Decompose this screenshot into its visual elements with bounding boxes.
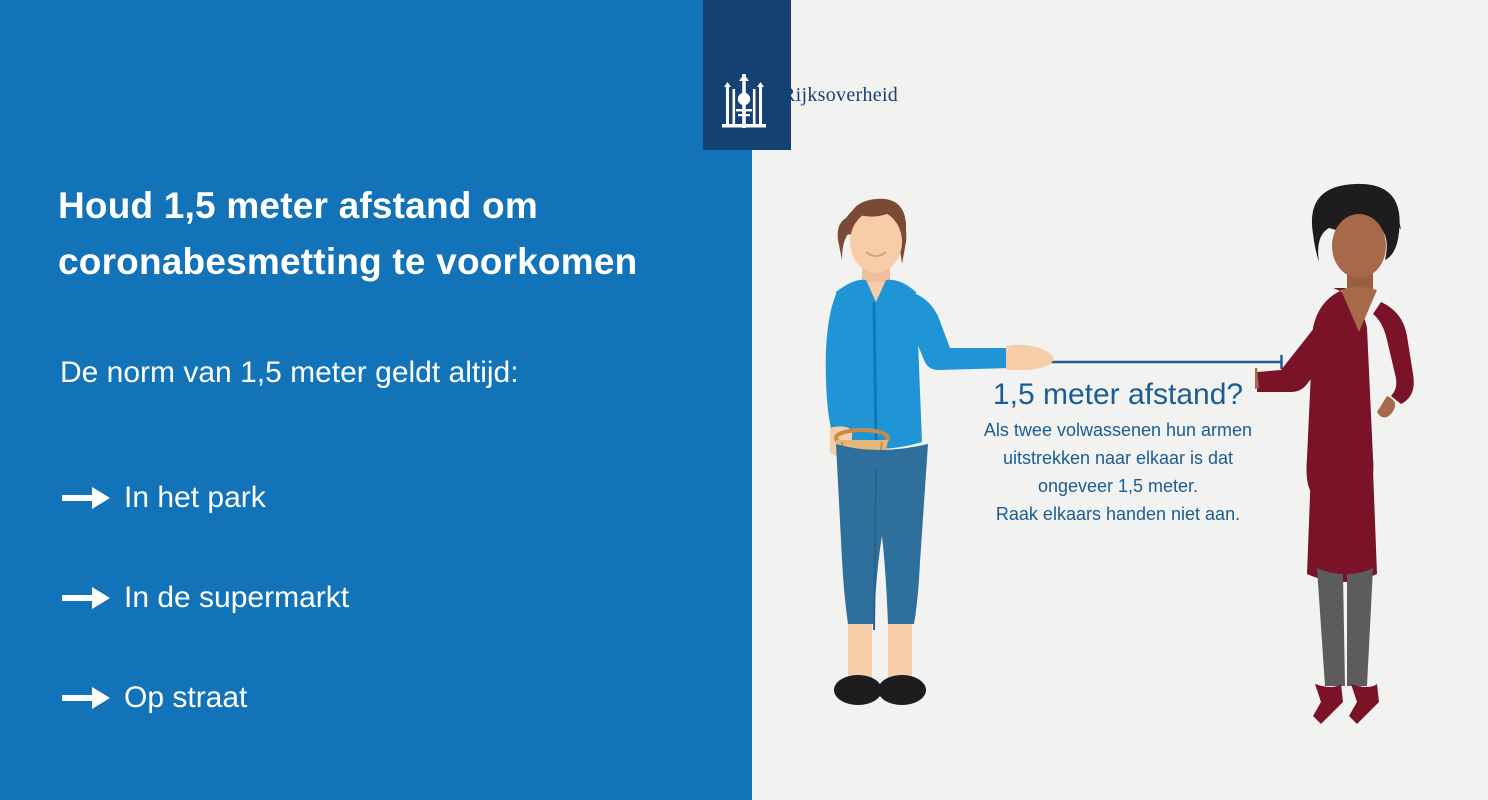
annotation-title: 1,5 meter afstand? xyxy=(992,378,1244,411)
arrow-right-icon xyxy=(60,683,120,713)
dutch-government-coat-of-arms-icon xyxy=(718,72,770,130)
annotation-line-1: Als twee volwassenen hun armen xyxy=(983,420,1253,440)
bullet-list xyxy=(60,448,700,748)
woman-in-red-dress-illustration xyxy=(1255,170,1475,750)
arrow-right-icon xyxy=(60,583,120,613)
subheading: De norm van 1,5 meter geldt altijd: xyxy=(60,356,519,389)
annotation-line-2: uitstrekken naar elkaar is dat xyxy=(1002,447,1234,468)
page-title: Houd 1,5 meter afstand om coronabesmetting te voorkomen xyxy=(58,185,638,282)
list-item-label: Op straat xyxy=(124,681,248,714)
arrow-right-icon xyxy=(60,483,120,513)
annotation-line-3: ongeveer 1,5 meter. xyxy=(1037,475,1199,496)
woman-in-blue-cardigan-illustration xyxy=(800,170,1150,750)
logo-wordmark: Rijksoverheid xyxy=(782,84,899,106)
list-item xyxy=(60,548,700,648)
list-item xyxy=(60,448,700,548)
list-item-label: In het park xyxy=(124,481,266,514)
list-item-label: In de supermarkt xyxy=(124,581,350,614)
annotation-line-4: Raak elkaars handen niet aan. xyxy=(995,503,1241,524)
list-item xyxy=(60,648,700,748)
